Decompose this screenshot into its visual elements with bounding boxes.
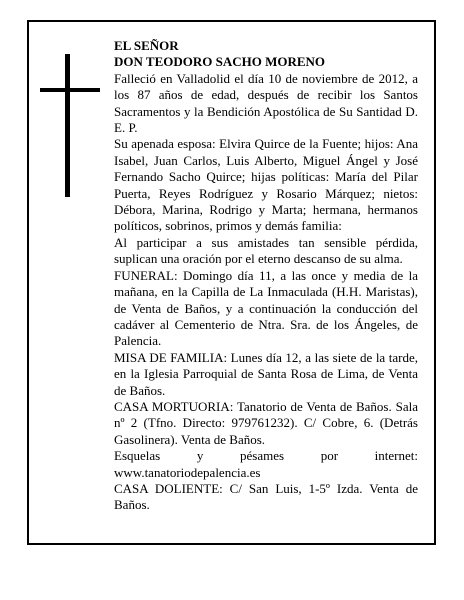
family-list: Su apenada esposa: Elvira Quirce de la Fuente; hijos: Ana Isabel, Juan Carlos, Luis Alberto, Miguel Ángel y José Fernando Sacho Quirce; hijas políticas: María del Pilar Puerta, Reyes Rodríguez y Rosario Márquez; nietos: Débora, Marina, Rodrigo y Marta; hermana, hermanos políticos, sobrinos, primos y demás familia: — [114, 136, 418, 234]
obituary-text — [114, 38, 418, 514]
condolences-info: Esquelas y pésames por internet: www.tanatoriodepalencia.es — [114, 448, 418, 480]
family-mass-details: MISA DE FAMILIA: Lunes día 12, a las siete de la tarde, en la Iglesia Parroquial de Santa Rosa de Lima, de Venta de Baños. — [114, 349, 418, 398]
honorific-title: EL SEÑOR — [114, 38, 179, 53]
death-announcement: Falleció en Valladolid el día 10 de noviembre de 2012, a los 87 años de edad, después de recibir los Santos Sacramentos y la Bendición Apostólica de Su Santidad D. E. P. — [114, 70, 418, 136]
latin-cross-icon — [40, 54, 100, 197]
cross-vertical-bar — [65, 54, 70, 197]
deceased-name: DON TEODORO SACHO MORENO — [114, 54, 326, 70]
mortuary-details: CASA MORTUORIA: Tanatorio de Venta de Baños. Sala nº 2 (Tfno. Directo: 979761232). C/ Cobre, 6. (Detrás Gasolinera). Venta de Baños. — [114, 398, 418, 447]
cross-horizontal-bar — [40, 88, 100, 92]
mourning-home-address: CASA DOLIENTE: C/ San Luis, 1-5º Izda. Venta de Baños. — [114, 480, 418, 513]
prayer-request: Al participar a sus amistades tan sensible pérdida, suplican una oración por el eterno descanso de su alma. — [114, 234, 418, 267]
funeral-details: FUNERAL: Domingo día 11, a las once y media de la mañana, en la Capilla de La Inmaculada (H.H. Maristas), de Venta de Baños, y a continuación la conducción del cadáver al Cementerio de Ntra. Sra. de los Ángeles, de Palencia. — [114, 267, 418, 349]
